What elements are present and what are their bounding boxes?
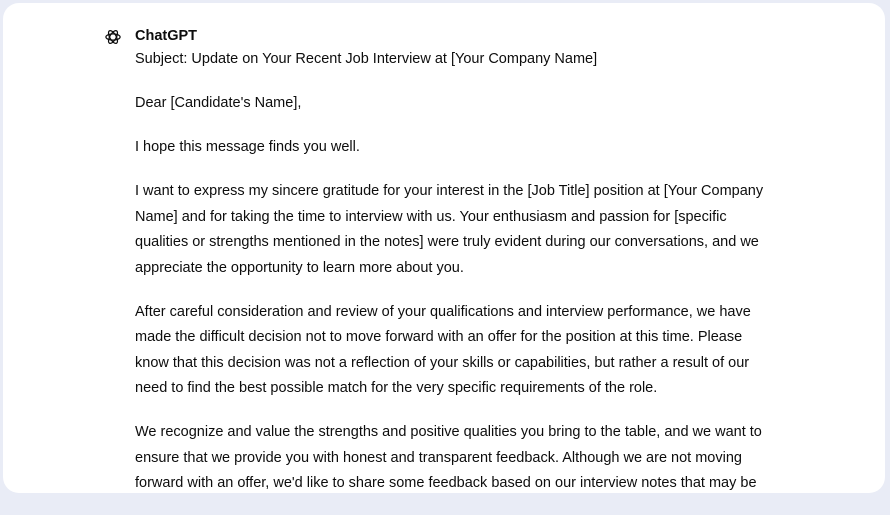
- message-author: ChatGPT: [135, 28, 198, 44]
- message-line: Subject: Update on Your Recent Job Interview at [Your Company Name]: [135, 51, 598, 67]
- message-line: I want to express my sincere gratitude for your interest in the [Job Title] position at [Your Company: [135, 183, 764, 199]
- intro-paragraph: [135, 135, 785, 161]
- message-line: Dear [Candidate's Name],: [135, 95, 302, 111]
- message-line: ensure that we provide you with honest and transparent feedback. Although we are not moving: [135, 449, 742, 466]
- message-line: forward with an offer, we'd like to share some feedback based on our interview notes that may be: [135, 475, 757, 491]
- openai-logo-icon: [104, 28, 122, 46]
- decision-paragraph: [135, 300, 785, 402]
- subject-line: [135, 47, 785, 73]
- message-line: qualities or strengths mentioned in the notes] were truly evident during our conversations, and we: [135, 234, 759, 250]
- greeting-paragraph: [135, 91, 785, 117]
- message-line: After careful consideration and review of your qualifications and interview performance, we have: [135, 303, 751, 320]
- message-line: appreciate the opportunity to learn more about you.: [135, 259, 464, 276]
- message-body: [135, 47, 785, 515]
- message-line: I hope this message finds you well.: [135, 139, 360, 155]
- message-line: need to find the best possible match for the very specific requirements of the role.: [135, 380, 658, 396]
- message-line: know that this decision was not a reflection of your skills or capabilities, but rather a result of our: [135, 354, 750, 371]
- message-line: made the difficult decision not to move forward with an offer for the position at this time. Please: [135, 329, 743, 345]
- message-line: Name] and for taking the time to interview with us. Your enthusiasm and passion for [specific: [135, 208, 727, 225]
- gratitude-paragraph: [135, 179, 785, 281]
- feedback-paragraph: [135, 420, 785, 497]
- message-line: We recognize and value the strengths and positive qualities you bring to the table, and we want to: [135, 424, 762, 440]
